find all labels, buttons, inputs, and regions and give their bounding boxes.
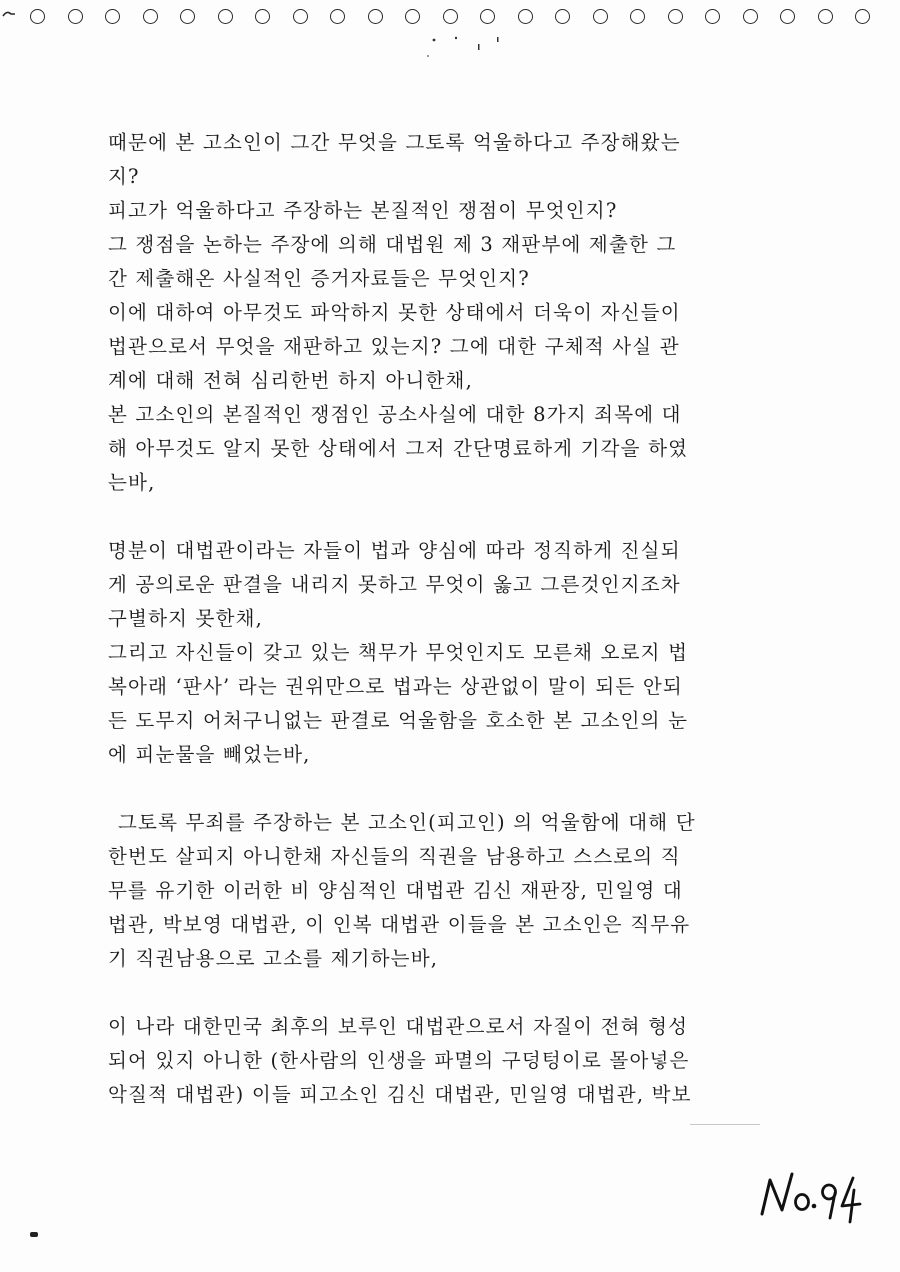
text-line: 간 제출해온 사실적인 증거자료들은 무엇인지?	[108, 267, 530, 290]
binder-hole	[555, 9, 570, 24]
paragraph	[108, 1010, 778, 1112]
paragraph	[108, 806, 778, 976]
binder-hole	[705, 9, 720, 24]
binder-hole	[30, 9, 45, 24]
text-line: 해 아무것도 알지 못한 상태에서 그저 간단명료하게 기각을 하였	[108, 437, 689, 460]
binder-hole	[330, 9, 345, 24]
binder-hole	[293, 9, 308, 24]
text-line: 기 직권남용으로 고소를 제기하는바,	[108, 947, 439, 970]
paragraph-gap	[108, 772, 778, 806]
binder-hole	[255, 9, 270, 24]
binder-hole	[593, 9, 608, 24]
binder-hole	[630, 9, 645, 24]
scan-specks	[420, 34, 510, 64]
document-body	[108, 126, 778, 1112]
text-line: 되어 있지 아니한 (한사람의 인생을 파멸의 구덩텅이로 몰아넣은	[108, 1049, 690, 1072]
text-line: 계에 대해 전혀 심리한번 하지 아니한채,	[108, 369, 473, 392]
text-line: 그 쟁점을 논하는 주장에 의해 대법원 제 3 재판부에 제출한 그	[108, 233, 677, 256]
text-line: 때문에 본 고소인이 그간 무엇을 그토록 억울하다고 주장해왔는	[108, 131, 681, 154]
binder-holes-row	[30, 6, 870, 26]
text-line: 그토록 무죄를 주장하는 본 고소인(피고인) 의 억울함에 대해 단	[118, 811, 696, 834]
binder-hole	[68, 9, 83, 24]
binder-hole	[443, 9, 458, 24]
binder-hole	[180, 9, 195, 24]
scan-mark	[30, 1232, 38, 1237]
text-line: 법관으로서 무엇을 재판하고 있는지? 그에 대한 구체적 사실 관	[108, 335, 680, 358]
binder-hole	[143, 9, 158, 24]
text-line: 복아래 ‘판사’ 라는 권위만으로 법과는 상관없이 말이 되든 안되	[108, 675, 683, 698]
binder-hole	[480, 9, 495, 24]
paragraph	[108, 126, 778, 500]
binder-hole	[218, 9, 233, 24]
text-line: 본 고소인의 본질적인 쟁점인 공소사실에 대한 8가지 죄목에 대	[108, 403, 682, 426]
handwritten-page-number	[756, 1166, 866, 1226]
text-line: 한번도 살피지 아니한채 자신들의 직권을 남용하고 스스로의 직	[108, 845, 681, 868]
corner-scan-mark	[2, 8, 24, 20]
text-line: 명분이 대법관이라는 자들이 법과 양심에 따라 정직하게 진실되	[108, 539, 681, 562]
binder-hole	[668, 9, 683, 24]
paragraph	[108, 534, 778, 772]
paragraph-gap	[108, 500, 778, 534]
text-line: 든 도무지 어처구니없는 판결로 억울함을 호소한 본 고소인의 눈	[108, 709, 689, 732]
binder-hole	[105, 9, 120, 24]
text-line: 이에 대하여 아무것도 파악하지 못한 상태에서 더욱이 자신들이	[108, 301, 681, 324]
text-line: 지?	[108, 165, 140, 188]
text-line: 법관, 박보영 대법관, 이 인복 대법관 이들을 본 고소인은 직무유	[108, 913, 691, 936]
text-line: 는바,	[108, 471, 156, 494]
text-line: 그리고 자신들이 갖고 있는 책무가 무엇인지도 모른채 오로지 법	[108, 641, 689, 664]
binder-hole	[743, 9, 758, 24]
faint-scan-line	[690, 1124, 760, 1125]
text-line: 무를 유기한 이러한 비 양심적인 대법관 김신 재판장, 민일영 대	[108, 879, 683, 902]
text-line: 이 나라 대한민국 최후의 보루인 대법관으로서 자질이 전혀 형성	[108, 1015, 689, 1038]
binder-hole	[405, 9, 420, 24]
binder-hole	[518, 9, 533, 24]
text-line: 에 피눈물을 빼었는바,	[108, 743, 311, 766]
text-line: 구별하지 못한채,	[108, 607, 264, 630]
paragraph-gap	[108, 976, 778, 1010]
text-line: 게 공의로운 판결을 내리지 못하고 무엇이 옳고 그른것인지조차	[108, 573, 681, 596]
binder-hole	[368, 9, 383, 24]
text-line: 피고가 억울하다고 주장하는 본질적인 쟁점이 무엇인지?	[108, 199, 618, 222]
binder-hole	[855, 9, 870, 24]
text-line: 악질적 대법관) 이들 피고소인 김신 대법관, 민일영 대법관, 박보	[108, 1083, 692, 1106]
binder-hole	[780, 9, 795, 24]
binder-hole	[818, 9, 833, 24]
